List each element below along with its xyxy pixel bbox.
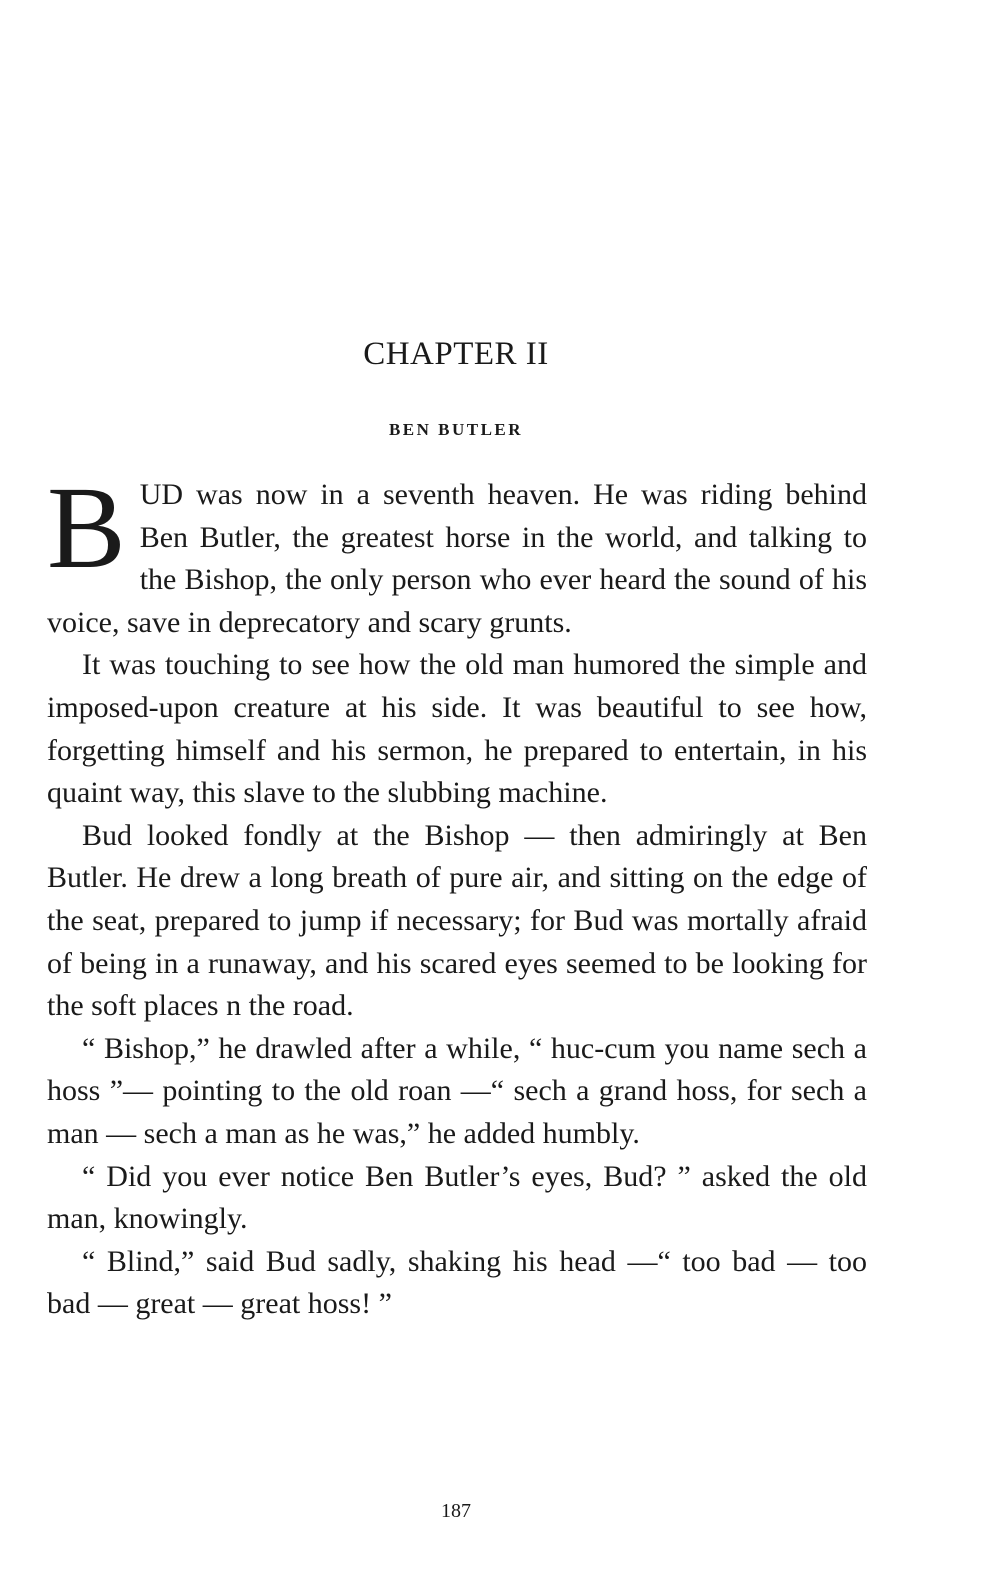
paragraph-5: “ Did you ever notice Ben Butler’s eyes, Bud? ” asked the old man, knowingly. [47,1159,867,1236]
chapter-subtitle: BEN BUTLER [388,420,524,439]
paragraph-3: Bud looked fondly at the Bishop — then admiringly at Ben Butler. He drew a long breath of pure air, and sitting on the edge of the seat, prepared to jump if necessary; for Bud was mortally afraid of being in a runaway, and his scared eyes seemed to be looking for the soft places n the road. [47,818,867,1023]
page-number: 187 [441,1500,471,1522]
paragraph-1-text: UD was now in a seventh heaven. He was riding behind Ben Butler, the greatest horse in the world, and talking to the Bishop, the only person who ever heard the sound of his voice, save in deprecatory and scary grunts. [47,478,867,639]
drop-cap: B [47,462,126,593]
chapter-body [47,462,867,1326]
paragraph-1 [47,462,867,644]
paragraph-4: “ Bishop,” he drawled after a while, “ huc-cum you name sech a hoss ”— pointing to the old roan —“ sech a grand hoss, for sech a man — sech a man as he was,” he added humbly. [47,1031,867,1150]
chapter-title: CHAPTER II [363,336,549,372]
paragraph-2: It was touching to see how the old man humored the simple and imposed-upon creature at his side. It was beautiful to see how, forgetting himself and his sermon, he prepared to entertain, in his quaint way, this slave to the slubbing machine. [47,648,867,810]
paragraph-6: “ Blind,” said Bud sadly, shaking his head —“ too bad — too bad — great — great hoss! ” [47,1244,867,1321]
